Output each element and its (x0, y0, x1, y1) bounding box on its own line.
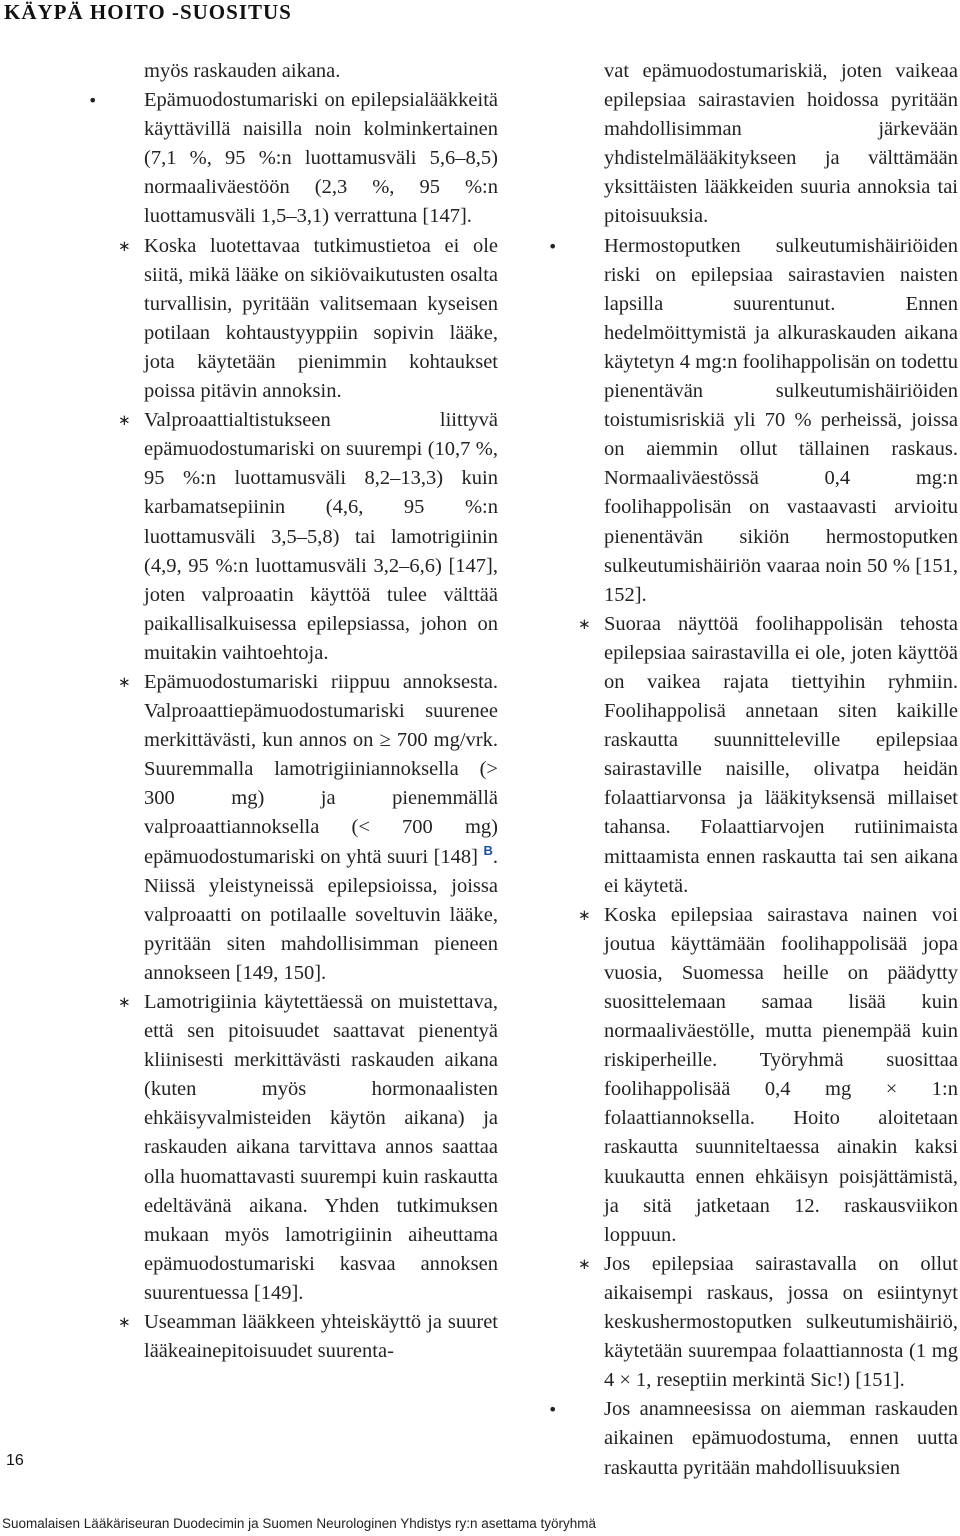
page-number: 16 (6, 1452, 24, 1469)
sub-item-text: Koska epilepsiaa sairastava nainen voi joutua käyttämään foolihappolisää jopa vuosia, Suomessa heille on päädytty suosittelemaan samaa lisää kuin normaaliväestölle, mutta pienempää kuin riskiperheille. Työryhmä suosittaa foolihappolisää 0,4 mg × 1:n folaattiannoksella. Hoito aloitetaan raskautta suunniteltaessa ainakin kaksi kuukautta ennen ehkäisyn poisjättämistä, ja sitä jatketaan 12. raskausviikon loppuun. (604, 903, 958, 1246)
bullet-marker: • (88, 91, 98, 111)
sub-item-text: Jos epilepsiaa sairastavalla on ollut aikaisempi raskaus, jossa on esiintynyt keskushermostoputken sulkeutumishäiriö, käytetään suurempaa folaattiannosta (1 mg 4 × 1, reseptiin merkintä Sic!) [151]. (604, 1252, 958, 1392)
page-footer: Suomalaisen Lääkäriseuran Duodecimin ja Suomen Neurologinen Yhdistys ry:n asettama työryhmä (2, 1516, 597, 1531)
left-column (88, 57, 498, 1496)
bullet-marker: • (548, 1400, 558, 1420)
sub-item (118, 406, 498, 668)
bullet-text: Hermostoputken sulkeutumishäiriöiden riski on epilepsiaa sairastavien naisten lapsilla suurentunut. Ennen hedelmöittymistä ja alkuraskauden aikana käytetyn 4 mg:n foolihappolisän on todettu pienentävän sulkeutumishäiriöiden toistumisriskiä yli 70 % perheissä, joissa on aiemmin ollut tällainen raskaus. Normaaliväestössä 0,4 mg:n foolihappolisän on vastaavasti arvioitu pienentävän sikiön hermostoputken sulkeutumishäiriön vaaraa noin 50 % [151, 152]. (604, 234, 958, 606)
asterisk-marker: ∗ (578, 1254, 591, 1273)
asterisk-marker: ∗ (578, 614, 591, 633)
sub-item-text-part: Epämuodostumariski riippuu annoksesta. Valproaattiepämuodostumariski suurenee merkittävästi, kun annos on ≥ 700 mg/vrk. Suuremmalla lamotrigiiniannoksella (> 300 mg) ja pienemmällä valproaattiannoksella (< 700 mg) epämuodostumariski on yhtä suuri [148] (144, 670, 498, 868)
sub-item (118, 232, 498, 407)
sub-item-text: Valproaattialtistukseen liittyvä epämuodostumariski on suurempi (10,7 %, 95 %:n luottamusväli 8,2–13,3) kuin karbamatsepiinin (4,6, 95 %:n luottamusväli 3,5–5,8) tai lamotrigiinin (4,9, 95 %:n luottamusväli 3,2–6,6) [147], joten valproaatin käyttöä tulee välttää paikallisalkuisessa epilepsiassa, johon on muitakin vaihtoehtoja. (144, 409, 498, 664)
paragraph-text: vat epämuodostumariskiä, joten vaikeaa epilepsiaa sairastavien hoidossa pyritään mahdollisimman järkevään yhdistelmälääkitykseen ja välttämään yksittäisten lääkkeiden suuria annoksia tai pitoisuuksia. (604, 60, 958, 228)
sub-item-text (144, 668, 498, 988)
right-column (548, 57, 958, 1496)
asterisk-marker: ∗ (118, 1313, 131, 1332)
asterisk-marker: ∗ (118, 236, 131, 255)
continuation-paragraph (118, 57, 498, 86)
paragraph-text: myös raskauden aikana. (144, 60, 341, 82)
sub-item (578, 901, 958, 1250)
sub-item-text: Useamman lääkkeen yhteiskäyttö ja suuret lääkeainepitoisuudet suurenta- (144, 1311, 498, 1363)
sub-item-text: Suoraa näyttöä foolihappolisän tehosta epilepsiaa sairastavilla ei ole, joten käyttöä on vaikea rajata tiettyihin ryhmiin. Foolihappolisä annetaan siten kaikille raskautta suunnitteleville epilepsiaa sairastaville naisille, olivatpa heidän folaattiarvonsa ja lääkityksensä millaiset tahansa. Folaattiarvojen rutiinimaista mittaamista ennen raskautta tai sen aikana ei käytetä. (604, 612, 958, 897)
sub-item (578, 1250, 958, 1395)
asterisk-marker: ∗ (118, 411, 131, 430)
document-header: KÄYPÄ HOITO -SUOSITUS (4, 0, 292, 24)
sub-item (118, 988, 498, 1308)
bullet-item (548, 1395, 958, 1482)
sub-item-text: Lamotrigiinia käytettäessä on muistettava, että sen pitoisuudet saattavat pienentyä kliinisesti merkittävästi raskauden aikana (kuten myös hormonaalisten ehkäisyvalmisteiden käytön aikana) ja raskauden aikana tarvittava annos saattaa olla huomattavasti suurempi kuin raskautta edeltävänä aikana. Yhden tutkimuksen mukaan myös lamotrigiinin aiheuttama epämuodostumariski kasvaa annoksen suurentuessa [149]. (144, 991, 498, 1304)
bullet-marker: • (548, 236, 558, 256)
sub-item-text: Koska luotettavaa tutkimustietoa ei ole siitä, mikä lääke on sikiövaikutusten osalta turvallisin, pyritään valitsemaan kyseisen potilaan kohtaustyyppiin sopivin lääke, jota käytetään pienimmin kohtaukset poissa pitävin annoksin. (144, 234, 498, 403)
asterisk-marker: ∗ (118, 672, 131, 691)
asterisk-marker: ∗ (578, 905, 591, 924)
sub-item (118, 668, 498, 988)
evidence-grade-badge: B (483, 842, 493, 858)
bullet-item (548, 232, 958, 610)
bullet-text: Epämuodostumariski on epilepsialääkkeitä käyttävillä naisilla noin kolminkertainen (7,1 %, 95 %:n luottamusväli 5,6–8,5) normaaliväestöön (2,3 %, 95 %:n luottamusväli 1,5–3,1) verrattuna [147]. (144, 89, 498, 228)
sub-item (578, 610, 958, 901)
bullet-item (88, 86, 498, 231)
continuation-paragraph (578, 57, 958, 232)
sub-item (118, 1308, 498, 1366)
bullet-text: Jos anamneesissa on aiemman raskauden aikainen epämuodostuma, ennen uutta raskautta pyritään mahdollisuuksien (604, 1398, 958, 1479)
asterisk-marker: ∗ (118, 993, 131, 1011)
sub-item-text-part: . Niissä yleistyneissä epilepsioissa, joissa valproaatti on potilaalle soveltuvin lääke, pyritään siten mahdollisimman pieneen annokseen [149, 150]. (144, 845, 498, 984)
